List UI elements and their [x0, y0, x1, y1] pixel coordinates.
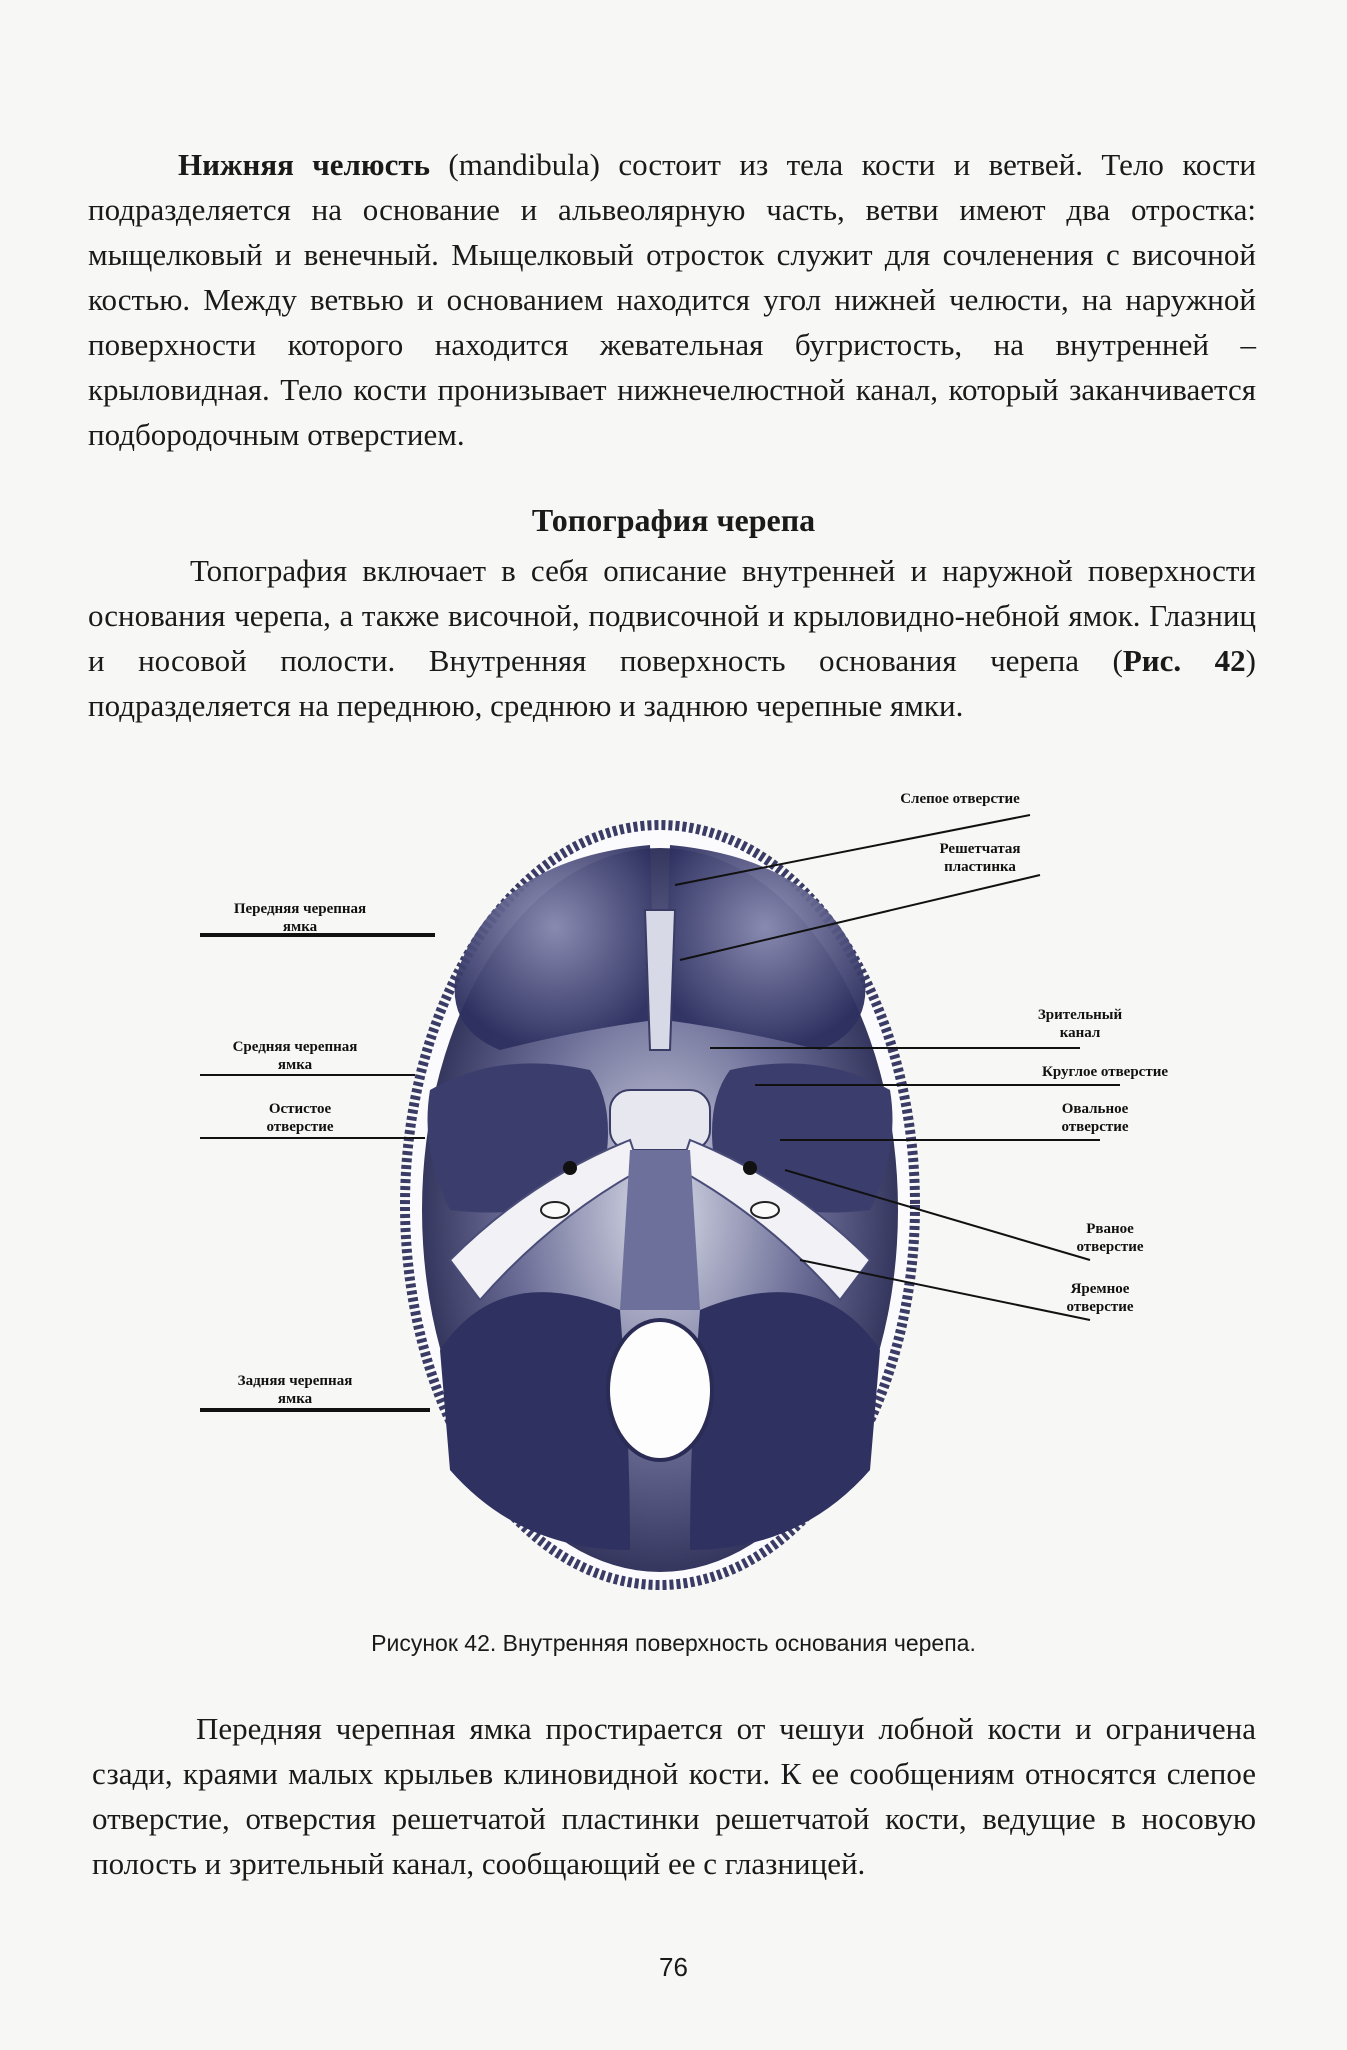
foramen-ovale-right	[751, 1202, 779, 1218]
label-foramen-spinosum: Остистое отверстие	[266, 1101, 334, 1135]
posterior-fossa-right	[690, 1292, 880, 1550]
posterior-fossa-left	[440, 1292, 630, 1550]
label-anterior-fossa: Передняя черепная ямка	[233, 901, 367, 935]
paragraph-mandible	[88, 142, 1256, 457]
clivus	[620, 1150, 700, 1310]
page-number: 76	[659, 1952, 688, 1982]
label-cribriform-plate: Решетчатая пластинка	[939, 841, 1021, 875]
bold-term-mandible: Нижняя челюсть	[178, 147, 430, 182]
label-posterior-fossa: Задняя черепная ямка	[237, 1373, 353, 1407]
anterior-fossa-right	[665, 845, 865, 1050]
label-foramen-ovale: Овальное отверстие	[1061, 1101, 1129, 1135]
paragraph-topography-text-after: ) подразделяется на переднюю, среднюю и заднюю черепные ямки.	[88, 643, 1256, 723]
label-optic-canal: Зрительный канал	[1037, 1007, 1123, 1041]
figure-reference: Рис. 42	[1122, 643, 1246, 678]
foramen-magnum	[608, 1320, 712, 1460]
paragraph-topography	[88, 548, 1256, 728]
foramen-ovale-left	[541, 1202, 569, 1218]
cribriform-plate	[645, 910, 675, 1050]
label-jugular-foramen: Яремное отверстие	[1066, 1281, 1134, 1315]
paragraph-mandible-text: (mandibula) состоит из тела кости и ветвей. Тело кости подразделяется на основание и альвеолярную часть, ветви имеют два отростка: мыщелковый и венечный. Мыщелковый отросток служит для сочленения с височной костью. Между ветвью и основанием находится угол нижней челюсти, на наружной поверхности которого находится жевательная бугристость, на внутренней – крыловидная. Тело кости пронизывает нижнечелюстной канал, который заканчивается подбородочным отверстием.	[88, 147, 1256, 452]
paragraph-topography-text-before: Топография включает в себя описание внутренней и наружной поверхности основания черепа, а также височной, подвисочной и крыловидно-небной ямок. Глазниц и носовой полости. Внутренняя поверхность основания черепа (	[88, 553, 1256, 678]
section-heading: Топография черепа	[531, 502, 816, 538]
figure-caption: Рисунок 42. Внутренняя поверхность основания черепа.	[371, 1630, 976, 1656]
label-foramen-lacerum: Рваное отверстие	[1076, 1221, 1144, 1255]
label-foramen-rotundum: Круглое отверстие	[1042, 1064, 1168, 1080]
foramen-rotundum-left	[563, 1161, 577, 1175]
skull-base-figure	[200, 790, 1230, 1630]
foramen-rotundum-right	[743, 1161, 757, 1175]
label-middle-fossa: Средняя черепная ямка	[232, 1039, 358, 1073]
paragraph-anterior-fossa: Передняя черепная ямка простирается от чешуи лобной кости и ограничена сзади, краями малых крыльев клиновидной кости. К ее сообщениям относятся слепое отверстие, отверстия решетчатой пластинки решетчатой кости, ведущие в носовую полость и зрительный канал, сообщающий ее с глазницей.	[92, 1711, 1256, 1881]
label-foramen-caecum: Слепое отверстие	[900, 791, 1020, 807]
anterior-fossa-left	[455, 845, 655, 1050]
